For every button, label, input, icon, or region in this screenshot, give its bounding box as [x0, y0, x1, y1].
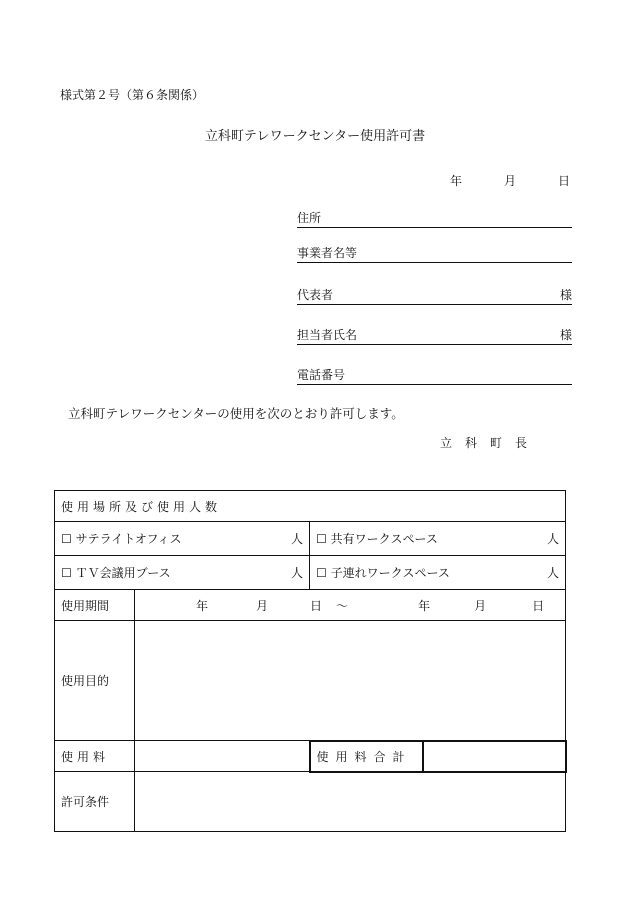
date-month: 月 — [503, 174, 516, 188]
period-start-day: 日 — [310, 598, 323, 613]
representative-suffix: 様 — [559, 288, 572, 302]
period-start-year: 年 — [196, 598, 209, 613]
option-label: ☐ 共有ワークスペース — [316, 532, 438, 546]
representative-field[interactable] — [297, 287, 572, 305]
staff-name-suffix: 様 — [559, 328, 572, 342]
staff-name-label: 担当者氏名 — [297, 328, 358, 342]
address-label: 住所 — [297, 211, 322, 225]
purpose-label: 使用目的 — [61, 674, 110, 688]
fee-total-label-cell — [310, 741, 423, 772]
place-header-cell — [55, 491, 566, 522]
table-row — [55, 621, 566, 741]
conditions-label-cell — [55, 772, 135, 832]
date-year: 年 — [450, 174, 463, 188]
conditions-value-cell[interactable] — [135, 772, 566, 832]
period-end-month: 月 — [474, 598, 487, 613]
period-label-cell — [55, 590, 135, 621]
option-satellite-office[interactable] — [55, 522, 310, 556]
period-end-year: 年 — [418, 598, 431, 613]
usage-table — [54, 490, 567, 832]
business-name-label: 事業者名等 — [297, 246, 358, 260]
period-end-day: 日 — [532, 598, 545, 613]
purpose-label-cell — [55, 621, 135, 741]
period-tilde: ～ — [336, 598, 349, 613]
table-row — [55, 741, 566, 772]
option-unit: 人 — [547, 532, 560, 546]
table-row — [55, 556, 566, 590]
fee-label: 使用料 — [61, 749, 110, 764]
issuer-name: 立科町長 — [440, 436, 541, 450]
fee-value-cell[interactable] — [135, 741, 310, 772]
option-tv-booth[interactable] — [55, 556, 310, 590]
purpose-value-cell[interactable] — [135, 621, 566, 741]
date-day: 日 — [557, 174, 570, 188]
phone-label: 電話番号 — [297, 368, 346, 382]
option-unit: 人 — [290, 566, 303, 580]
option-label: ☐ サテライトオフィス — [61, 532, 182, 546]
option-label: ☐ 子連れワークスペース — [316, 566, 450, 580]
phone-field[interactable] — [297, 367, 572, 385]
issue-date — [450, 172, 570, 189]
place-header: 使用場所及び使用人数 — [61, 499, 222, 514]
period-start-month: 月 — [256, 598, 269, 613]
period-label: 使用期間 — [61, 598, 110, 613]
fee-label-cell — [55, 741, 135, 772]
table-row — [55, 772, 566, 832]
period-value-cell[interactable] — [135, 590, 566, 621]
option-unit: 人 — [290, 532, 303, 546]
table-row — [55, 491, 566, 522]
table-row — [55, 522, 566, 556]
option-label: ☐ ＴＶ会議用ブース — [61, 566, 171, 580]
option-shared-workspace[interactable] — [310, 522, 566, 556]
fee-total-label: 使用料合計 — [316, 749, 412, 764]
address-field[interactable] — [297, 210, 572, 228]
permission-statement: 立科町テレワークセンターの使用を次のとおり許可します。 — [68, 406, 404, 421]
form-number: 様式第２号（第６条関係） — [60, 88, 205, 102]
conditions-label: 許可条件 — [61, 795, 110, 809]
staff-name-field[interactable] — [297, 327, 572, 345]
fee-total-value-cell[interactable] — [423, 741, 566, 772]
table-row — [55, 590, 566, 621]
option-unit: 人 — [547, 566, 560, 580]
business-name-field[interactable] — [297, 245, 572, 263]
option-kids-workspace[interactable] — [310, 556, 566, 590]
document-title: 立科町テレワークセンター使用許可書 — [204, 129, 426, 144]
representative-label: 代表者 — [297, 288, 334, 302]
